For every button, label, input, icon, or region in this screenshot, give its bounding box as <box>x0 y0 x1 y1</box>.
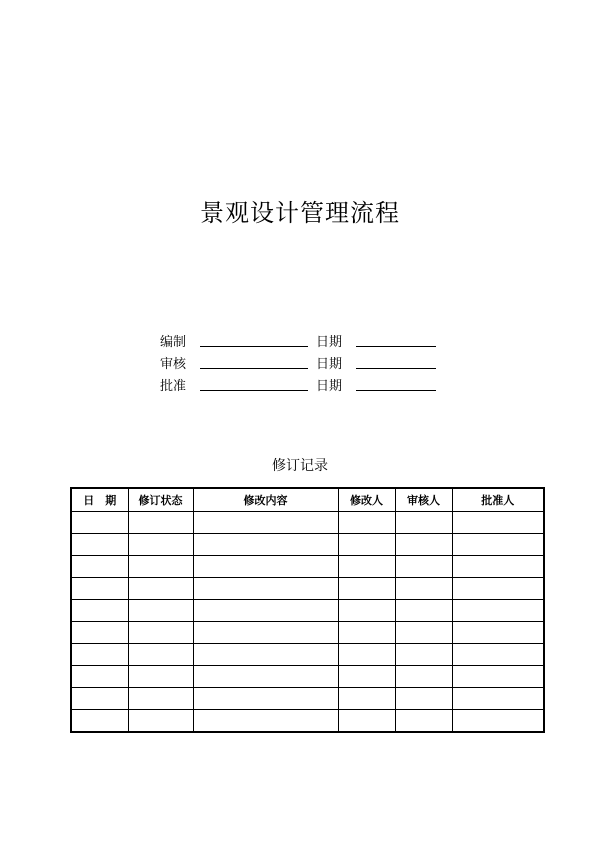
table-cell <box>395 600 452 622</box>
signoff-name-line <box>200 368 308 369</box>
signoff-label: 编制 <box>160 335 187 350</box>
table-cell <box>452 556 544 578</box>
signoff-date-label: 日期 <box>316 379 343 394</box>
table-cell <box>193 600 338 622</box>
table-cell <box>71 644 128 666</box>
table-cell <box>338 644 395 666</box>
table-cell <box>452 688 544 710</box>
signoff-name-line <box>200 390 308 391</box>
revision-table-body <box>71 512 544 733</box>
signoff-date-label: 日期 <box>316 335 343 350</box>
table-cell <box>71 600 128 622</box>
table-cell <box>193 644 338 666</box>
table-cell <box>395 578 452 600</box>
table-cell <box>128 556 193 578</box>
signoff-date-label: 日期 <box>316 357 343 372</box>
table-cell <box>338 666 395 688</box>
table-cell <box>71 622 128 644</box>
table-row <box>71 710 544 733</box>
table-header-row <box>71 488 544 512</box>
signoff-date-line <box>356 346 436 347</box>
table-cell <box>128 512 193 534</box>
table-cell <box>452 578 544 600</box>
table-cell <box>395 666 452 688</box>
signoff-label: 批准 <box>160 379 187 394</box>
table-cell <box>338 710 395 733</box>
table-cell <box>395 688 452 710</box>
table-cell <box>193 534 338 556</box>
table-cell <box>338 578 395 600</box>
table-cell <box>128 688 193 710</box>
signoff-date-line <box>356 390 436 391</box>
table-cell <box>71 556 128 578</box>
document-title: 景观设计管理流程 <box>200 199 400 227</box>
table-cell <box>452 534 544 556</box>
header-change-content: 修改内容 <box>193 488 338 512</box>
table-cell <box>395 644 452 666</box>
table-row <box>71 644 544 666</box>
table-cell <box>452 600 544 622</box>
table-cell <box>395 512 452 534</box>
table-cell <box>71 710 128 733</box>
table-cell <box>452 644 544 666</box>
table-cell <box>452 710 544 733</box>
signoff-row-review <box>160 351 460 373</box>
table-cell <box>193 512 338 534</box>
table-cell <box>128 534 193 556</box>
table-cell <box>128 622 193 644</box>
table-row <box>71 512 544 534</box>
header-date: 日 期 <box>71 488 128 512</box>
table-cell <box>71 512 128 534</box>
signoff-row-approve <box>160 373 460 395</box>
header-modifier: 修改人 <box>338 488 395 512</box>
table-cell <box>128 666 193 688</box>
table-cell <box>128 600 193 622</box>
table-row <box>71 556 544 578</box>
table-row <box>71 622 544 644</box>
table-row <box>71 666 544 688</box>
table-cell <box>128 578 193 600</box>
table-row <box>71 688 544 710</box>
table-cell <box>452 512 544 534</box>
table-cell <box>128 710 193 733</box>
table-cell <box>193 710 338 733</box>
revision-record-title: 修订记录 <box>272 458 328 474</box>
table-cell <box>452 622 544 644</box>
table-cell <box>71 688 128 710</box>
table-cell <box>338 622 395 644</box>
table-cell <box>193 556 338 578</box>
header-approver: 批准人 <box>452 488 544 512</box>
table-cell <box>452 666 544 688</box>
table-cell <box>338 556 395 578</box>
signoff-label: 审核 <box>160 357 187 372</box>
table-cell <box>395 622 452 644</box>
table-cell <box>193 578 338 600</box>
table-cell <box>395 556 452 578</box>
table-cell <box>338 600 395 622</box>
table-cell <box>193 666 338 688</box>
table-row <box>71 600 544 622</box>
table-row <box>71 534 544 556</box>
table-cell <box>338 512 395 534</box>
signoff-row-compile <box>160 329 460 351</box>
table-cell <box>71 578 128 600</box>
header-revision-status: 修订状态 <box>128 488 193 512</box>
table-cell <box>71 534 128 556</box>
signoff-name-line <box>200 346 308 347</box>
table-cell <box>71 666 128 688</box>
table-cell <box>395 534 452 556</box>
table-row <box>71 578 544 600</box>
signoff-block <box>160 329 460 395</box>
table-cell <box>338 534 395 556</box>
table-cell <box>193 688 338 710</box>
table-cell <box>338 688 395 710</box>
table-cell <box>395 710 452 733</box>
revision-table <box>70 487 545 733</box>
table-cell <box>128 644 193 666</box>
signoff-date-line <box>356 368 436 369</box>
header-reviewer: 审核人 <box>395 488 452 512</box>
table-cell <box>193 622 338 644</box>
